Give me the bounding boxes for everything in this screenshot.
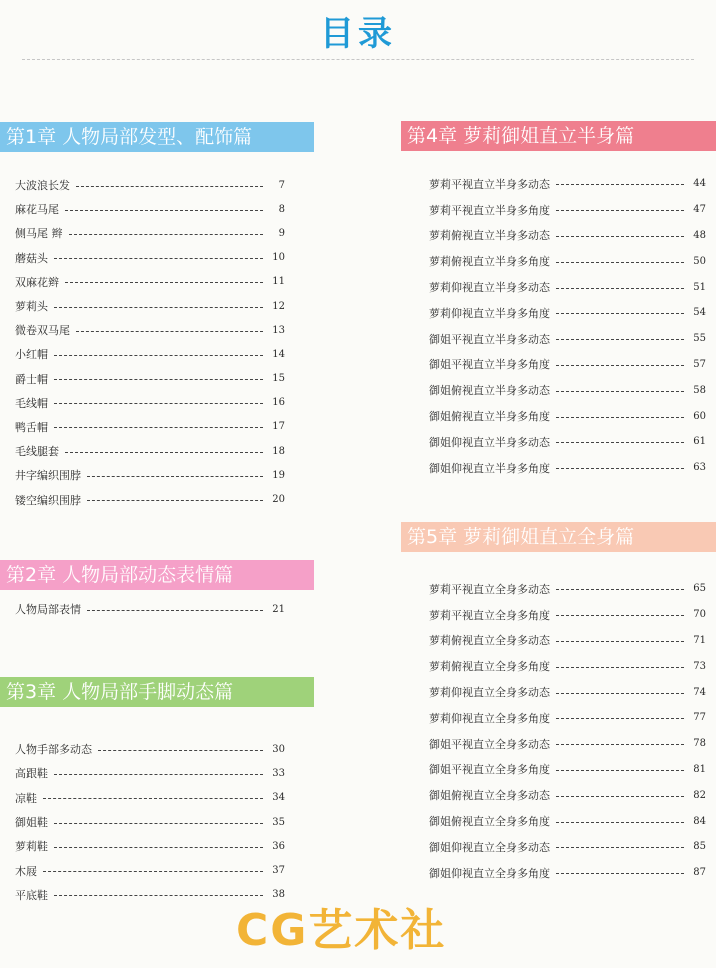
toc-leader-dots (54, 403, 263, 404)
toc-leader-dots (556, 468, 684, 469)
toc-leader-dots (556, 417, 684, 418)
toc-entry-page: 10 (272, 252, 285, 264)
toc-entry-page: 84 (693, 815, 706, 827)
toc-entry-title: 鸭舌帽 (15, 420, 48, 434)
toc-leader-dots (98, 750, 263, 751)
chapter-3-heading: 第3章 人物局部手脚动态篇 (0, 677, 314, 707)
toc-entry-title: 蘑菇头 (15, 251, 48, 265)
toc-leader-dots (65, 452, 263, 453)
toc-entry-title: 萝莉仰视直立全身多角度 (429, 711, 550, 725)
toc-entry-page: 18 (272, 445, 285, 457)
toc-leader-dots (69, 234, 264, 235)
toc-leader-dots (556, 770, 684, 771)
toc-leader-dots (65, 282, 263, 283)
toc-entry-page: 33 (272, 767, 285, 779)
toc-leader-dots (556, 184, 684, 185)
toc-entry-page: 78 (693, 738, 706, 750)
toc-leader-dots (87, 610, 263, 611)
chapter-3-list (15, 737, 285, 907)
toc-leader-dots (76, 186, 263, 187)
toc-leader-dots (54, 379, 263, 380)
toc-entry-page: 16 (272, 397, 285, 409)
toc-entry (15, 294, 285, 318)
toc-entry (429, 757, 706, 783)
title-divider (22, 59, 694, 60)
toc-entry (15, 463, 285, 487)
toc-entry (15, 173, 285, 197)
chapter-5-heading: 第5章 萝莉御姐直立全身篇 (401, 522, 716, 552)
toc-entry-page: 55 (693, 333, 706, 345)
toc-entry-title: 凉鞋 (15, 791, 37, 805)
toc-entry (429, 653, 706, 679)
toc-entry (429, 377, 706, 403)
toc-entry-title: 人物局部表情 (15, 603, 81, 616)
toc-leader-dots (556, 744, 684, 745)
toc-leader-dots (556, 391, 684, 392)
toc-entry-title: 双麻花辫 (15, 275, 59, 289)
toc-entry-page: 12 (272, 300, 285, 312)
toc-leader-dots (556, 796, 684, 797)
toc-entry-page: 11 (272, 276, 285, 288)
toc-entry-title: 麻花马尾 (15, 203, 59, 217)
toc-entry-page: 85 (693, 841, 706, 853)
toc-entry-page: 8 (278, 203, 285, 215)
toc-entry-title: 御姐平视直立半身多角度 (429, 358, 550, 372)
toc-entry-page: 77 (693, 712, 706, 724)
toc-entry-page: 21 (272, 603, 285, 615)
toc-leader-dots (76, 331, 263, 332)
toc-entry (429, 300, 706, 326)
toc-entry-title: 微卷双马尾 (15, 324, 70, 338)
toc-leader-dots (556, 442, 684, 443)
toc-entry-page: 17 (272, 421, 285, 433)
toc-entry (429, 834, 706, 860)
toc-leader-dots (87, 500, 263, 501)
toc-entry (429, 679, 706, 705)
toc-entry-title: 萝莉仰视直立半身多角度 (429, 306, 550, 320)
toc-entry (15, 487, 285, 511)
toc-entry-page: 9 (278, 227, 285, 239)
toc-leader-dots (54, 307, 263, 308)
toc-leader-dots (556, 365, 684, 366)
toc-leader-dots (556, 693, 684, 694)
toc-leader-dots (54, 355, 263, 356)
toc-entry (15, 391, 285, 415)
toc-leader-dots (556, 641, 684, 642)
toc-entry-title: 萝莉俯视直立半身多动态 (429, 229, 550, 243)
toc-entry-page: 13 (272, 324, 285, 336)
toc-entry-title: 小红帽 (15, 348, 48, 362)
toc-entry-title: 萝莉平视直立全身多动态 (429, 582, 550, 596)
toc-entry-title: 萝莉俯视直立半身多角度 (429, 255, 550, 269)
chapter-2-list (15, 597, 285, 621)
toc-entry (429, 628, 706, 654)
toc-leader-dots (556, 615, 684, 616)
toc-entry-title: 高跟鞋 (15, 767, 48, 781)
toc-entry (15, 858, 285, 882)
toc-entry-page: 65 (693, 583, 706, 595)
toc-entry-title: 爵士帽 (15, 372, 48, 386)
toc-entry-page: 48 (693, 229, 706, 241)
toc-entry-title: 御姐鞋 (15, 816, 48, 830)
toc-entry (15, 318, 285, 342)
toc-entry (429, 808, 706, 834)
toc-entry (15, 761, 285, 785)
toc-entry-page: 7 (278, 179, 285, 191)
toc-entry-title: 人物手部多动态 (15, 743, 92, 757)
toc-entry-title: 御姐平视直立全身多角度 (429, 763, 550, 777)
toc-leader-dots (54, 823, 263, 824)
toc-entry-page: 15 (272, 373, 285, 385)
toc-entry-page: 63 (693, 462, 706, 474)
toc-entry-page: 34 (272, 792, 285, 804)
toc-leader-dots (556, 236, 684, 237)
toc-leader-dots (556, 847, 684, 848)
toc-entry-title: 毛线腿套 (15, 445, 59, 459)
toc-entry-page: 81 (693, 763, 706, 775)
toc-leader-dots (87, 476, 263, 477)
chapter-1-list (15, 173, 285, 512)
toc-leader-dots (54, 847, 263, 848)
toc-entry (429, 274, 706, 300)
toc-entry-title: 御姐平视直立半身多动态 (429, 332, 550, 346)
toc-leader-dots (54, 895, 263, 896)
toc-entry (429, 602, 706, 628)
watermark-logo: CG艺术社 (236, 905, 447, 956)
toc-entry (429, 223, 706, 249)
chapter-1-heading: 第1章 人物局部发型、配饰篇 (0, 122, 314, 152)
toc-entry (429, 455, 706, 481)
toc-entry (15, 342, 285, 366)
toc-entry-title: 御姐俯视直立全身多角度 (429, 815, 550, 829)
toc-entry-page: 51 (693, 281, 706, 293)
toc-entry (429, 171, 706, 197)
toc-entry-title: 萝莉平视直立半身多动态 (429, 177, 550, 191)
toc-entry-title: 萝莉俯视直立全身多角度 (429, 660, 550, 674)
toc-entry-page: 30 (272, 743, 285, 755)
toc-entry-title: 御姐仰视直立半身多角度 (429, 461, 550, 475)
toc-entry-page: 47 (693, 204, 706, 216)
toc-entry-page: 61 (693, 436, 706, 448)
toc-entry-title: 萝莉平视直立全身多角度 (429, 608, 550, 622)
toc-leader-dots (556, 589, 684, 590)
toc-leader-dots (556, 210, 684, 211)
toc-entry-title: 萝莉平视直立半身多角度 (429, 203, 550, 217)
toc-leader-dots (54, 427, 263, 428)
toc-entry-title: 大波浪长发 (15, 179, 70, 193)
toc-entry-page: 60 (693, 410, 706, 422)
toc-entry (429, 248, 706, 274)
toc-entry-title: 萝莉头 (15, 300, 48, 314)
toc-entry (429, 326, 706, 352)
toc-leader-dots (556, 262, 684, 263)
toc-entry (429, 429, 706, 455)
toc-entry-title: 萝莉仰视直立全身多动态 (429, 686, 550, 700)
toc-entry (429, 731, 706, 757)
toc-leader-dots (43, 871, 263, 872)
toc-entry (15, 246, 285, 270)
toc-entry-page: 37 (272, 865, 285, 877)
toc-entry-page: 57 (693, 358, 706, 370)
chapter-2-heading: 第2章 人物局部动态表情篇 (0, 560, 314, 590)
toc-entry-title: 萝莉鞋 (15, 840, 48, 854)
toc-entry-page: 50 (693, 255, 706, 267)
toc-entry-title: 萝莉俯视直立全身多动态 (429, 634, 550, 648)
toc-entry (15, 367, 285, 391)
toc-entry-page: 73 (693, 660, 706, 672)
toc-entry-title: 井字编织围脖 (15, 469, 81, 483)
chapter-4-heading: 第4章 萝莉御姐直立半身篇 (401, 121, 716, 151)
toc-entry-title: 镂空编织围脖 (15, 493, 81, 507)
toc-entry-title: 御姐俯视直立半身多动态 (429, 384, 550, 398)
toc-entry (15, 597, 285, 621)
toc-leader-dots (556, 667, 684, 668)
toc-leader-dots (556, 718, 684, 719)
toc-leader-dots (43, 798, 263, 799)
toc-entry (15, 737, 285, 761)
toc-entry-page: 44 (693, 178, 706, 190)
toc-entry (15, 810, 285, 834)
toc-entry-title: 御姐仰视直立半身多动态 (429, 435, 550, 449)
toc-entry-title: 御姐仰视直立全身多动态 (429, 840, 550, 854)
toc-entry-page: 71 (693, 634, 706, 646)
toc-leader-dots (556, 873, 684, 874)
toc-entry-title: 御姐平视直立全身多动态 (429, 737, 550, 751)
toc-entry-page: 19 (272, 469, 285, 481)
toc-entry (429, 782, 706, 808)
toc-entry-title: 毛线帽 (15, 396, 48, 410)
toc-entry (429, 860, 706, 886)
toc-leader-dots (556, 288, 684, 289)
toc-entry-title: 萝莉仰视直立半身多动态 (429, 281, 550, 295)
toc-entry (15, 221, 285, 245)
chapter-4-list (429, 171, 706, 481)
page-title: 目录 (320, 14, 396, 54)
toc-entry-page: 20 (272, 494, 285, 506)
toc-entry-title: 平底鞋 (15, 888, 48, 902)
chapter-5-list (429, 576, 706, 886)
toc-entry-page: 14 (272, 348, 285, 360)
toc-entry (15, 270, 285, 294)
toc-entry (429, 197, 706, 223)
toc-entry-page: 82 (693, 789, 706, 801)
toc-leader-dots (556, 339, 684, 340)
toc-leader-dots (556, 313, 684, 314)
toc-leader-dots (54, 258, 263, 259)
toc-entry-page: 38 (272, 889, 285, 901)
toc-entry-page: 74 (693, 686, 706, 698)
toc-entry (15, 415, 285, 439)
toc-entry (429, 352, 706, 378)
toc-leader-dots (54, 774, 263, 775)
toc-entry-page: 36 (272, 840, 285, 852)
toc-leader-dots (556, 822, 684, 823)
toc-entry (429, 576, 706, 602)
toc-entry-page: 35 (272, 816, 285, 828)
toc-entry (15, 834, 285, 858)
toc-entry (429, 403, 706, 429)
toc-entry-page: 70 (693, 609, 706, 621)
toc-entry-title: 御姐俯视直立全身多动态 (429, 789, 550, 803)
toc-entry (15, 786, 285, 810)
toc-entry (15, 439, 285, 463)
toc-entry-page: 87 (693, 867, 706, 879)
toc-entry-title: 御姐俯视直立半身多角度 (429, 410, 550, 424)
toc-entry (15, 197, 285, 221)
toc-entry (429, 705, 706, 731)
toc-leader-dots (65, 210, 263, 211)
toc-entry-title: 侧马尾 辫 (15, 227, 63, 241)
toc-entry-title: 木屐 (15, 864, 37, 878)
toc-entry-title: 御姐仰视直立全身多角度 (429, 866, 550, 880)
toc-entry-page: 58 (693, 384, 706, 396)
toc-entry-page: 54 (693, 307, 706, 319)
